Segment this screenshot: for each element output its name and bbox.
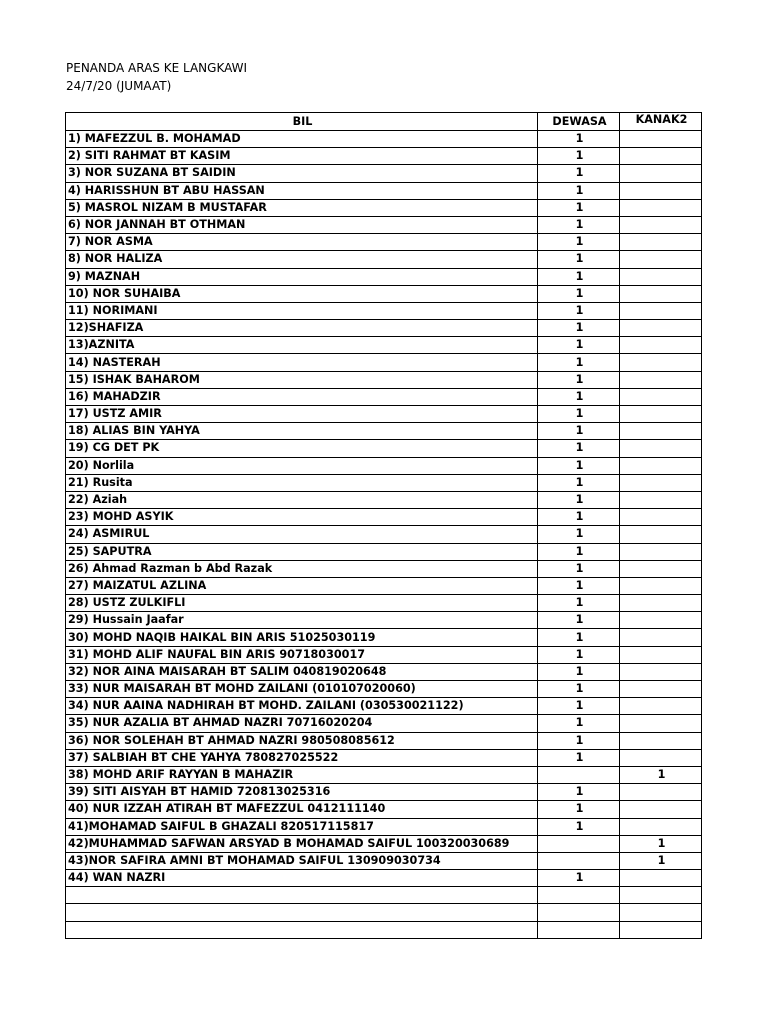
cell-dewasa: 1: [538, 354, 620, 371]
cell-name: 12)SHAFIZA: [66, 320, 538, 337]
cell-name: 40) NUR IZZAH ATIRAH BT MAFEZZUL 0412111140: [66, 801, 538, 818]
table-row: [66, 766, 702, 783]
cell-name: 44) WAN NAZRI: [66, 870, 538, 887]
table-row: [66, 698, 702, 715]
cell-name: 15) ISHAK BAHAROM: [66, 371, 538, 388]
cell-dewasa: 1: [538, 337, 620, 354]
table-row: [66, 406, 702, 423]
cell-kanak: [620, 148, 702, 165]
cell-dewasa: 1: [538, 491, 620, 508]
cell-kanak: [620, 577, 702, 594]
cell-name: 30) MOHD NAQIB HAIKAL BIN ARIS 51025030119: [66, 629, 538, 646]
cell-kanak: [620, 440, 702, 457]
cell-name: 31) MOHD ALIF NAUFAL BIN ARIS 90718030017: [66, 646, 538, 663]
cell-kanak: [620, 182, 702, 199]
cell-kanak: [620, 681, 702, 698]
table-row: [66, 921, 702, 938]
cell-kanak: [620, 285, 702, 302]
cell-name: 14) NASTERAH: [66, 354, 538, 371]
cell-kanak: [620, 165, 702, 182]
cell-kanak: [620, 921, 702, 938]
cell-dewasa: [538, 852, 620, 869]
cell-kanak: 1: [620, 852, 702, 869]
cell-dewasa: 1: [538, 509, 620, 526]
cell-dewasa: 1: [538, 629, 620, 646]
cell-dewasa: 1: [538, 440, 620, 457]
cell-dewasa: 1: [538, 560, 620, 577]
cell-kanak: [620, 904, 702, 921]
cell-kanak: [620, 474, 702, 491]
cell-kanak: [620, 131, 702, 148]
table-row: [66, 852, 702, 869]
cell-dewasa: 1: [538, 234, 620, 251]
cell-dewasa: 1: [538, 148, 620, 165]
cell-dewasa: 1: [538, 663, 620, 680]
cell-name: 10) NOR SUHAIBA: [66, 285, 538, 302]
cell-dewasa: 1: [538, 320, 620, 337]
cell-name: 19) CG DET PK: [66, 440, 538, 457]
cell-name: 29) Hussain Jaafar: [66, 612, 538, 629]
cell-dewasa: 1: [538, 681, 620, 698]
cell-name: 3) NOR SUZANA BT SAIDIN: [66, 165, 538, 182]
cell-kanak: [620, 646, 702, 663]
cell-name: 26) Ahmad Razman b Abd Razak: [66, 560, 538, 577]
table-row: [66, 526, 702, 543]
cell-dewasa: 1: [538, 182, 620, 199]
table-row: [66, 509, 702, 526]
table-row: [66, 887, 702, 904]
cell-kanak: [620, 715, 702, 732]
cell-dewasa: 1: [538, 216, 620, 233]
cell-dewasa: 1: [538, 715, 620, 732]
cell-name: [66, 887, 538, 904]
attendance-table: [65, 112, 702, 939]
table-row: [66, 131, 702, 148]
table-row: [66, 474, 702, 491]
cell-name: [66, 921, 538, 938]
cell-dewasa: 1: [538, 526, 620, 543]
cell-kanak: [620, 887, 702, 904]
cell-dewasa: 1: [538, 870, 620, 887]
cell-name: 17) USTZ AMIR: [66, 406, 538, 423]
cell-name: 4) HARISSHUN BT ABU HASSAN: [66, 182, 538, 199]
cell-name: 7) NOR ASMA: [66, 234, 538, 251]
cell-name: 33) NUR MAISARAH BT MOHD ZAILANI (010107020060): [66, 681, 538, 698]
cell-name: 18) ALIAS BIN YAHYA: [66, 423, 538, 440]
table-row: [66, 732, 702, 749]
table-row: [66, 182, 702, 199]
cell-dewasa: 1: [538, 457, 620, 474]
cell-dewasa: 1: [538, 371, 620, 388]
table-row: [66, 818, 702, 835]
cell-name: 38) MOHD ARIF RAYYAN B MAHAZIR: [66, 766, 538, 783]
table-row: [66, 560, 702, 577]
cell-dewasa: 1: [538, 268, 620, 285]
table-row: [66, 251, 702, 268]
cell-name: 8) NOR HALIZA: [66, 251, 538, 268]
cell-dewasa: 1: [538, 818, 620, 835]
cell-dewasa: [538, 887, 620, 904]
table-body: [66, 131, 702, 939]
cell-kanak: 1: [620, 766, 702, 783]
table-row: [66, 457, 702, 474]
cell-name: 2) SITI RAHMAT BT KASIM: [66, 148, 538, 165]
table-row: [66, 423, 702, 440]
cell-kanak: [620, 234, 702, 251]
table-row: [66, 646, 702, 663]
table-row: [66, 870, 702, 887]
cell-dewasa: [538, 835, 620, 852]
cell-dewasa: 1: [538, 251, 620, 268]
cell-name: 42)MUHAMMAD SAFWAN ARSYAD B MOHAMAD SAIFUL 100320030689: [66, 835, 538, 852]
cell-name: 5) MASROL NIZAM B MUSTAFAR: [66, 199, 538, 216]
cell-kanak: [620, 749, 702, 766]
cell-kanak: [620, 354, 702, 371]
cell-dewasa: 1: [538, 577, 620, 594]
cell-kanak: [620, 320, 702, 337]
cell-dewasa: 1: [538, 784, 620, 801]
cell-name: 16) MAHADZIR: [66, 388, 538, 405]
cell-name: 34) NUR AAINA NADHIRAH BT MOHD. ZAILANI (030530021122): [66, 698, 538, 715]
cell-kanak: [620, 784, 702, 801]
cell-name: [66, 904, 538, 921]
table-row: [66, 268, 702, 285]
cell-kanak: [620, 509, 702, 526]
table-row: [66, 440, 702, 457]
cell-dewasa: 1: [538, 406, 620, 423]
cell-dewasa: 1: [538, 698, 620, 715]
column-header-kanak: KANAK2: [620, 113, 702, 131]
cell-name: 13)AZNITA: [66, 337, 538, 354]
cell-kanak: [620, 302, 702, 319]
table-header-row: [66, 113, 702, 131]
cell-kanak: [620, 732, 702, 749]
cell-kanak: [620, 216, 702, 233]
cell-name: 9) MAZNAH: [66, 268, 538, 285]
cell-kanak: [620, 457, 702, 474]
cell-dewasa: 1: [538, 423, 620, 440]
cell-kanak: 1: [620, 835, 702, 852]
cell-kanak: [620, 491, 702, 508]
cell-name: 25) SAPUTRA: [66, 543, 538, 560]
cell-name: 6) NOR JANNAH BT OTHMAN: [66, 216, 538, 233]
table-row: [66, 612, 702, 629]
cell-name: 35) NUR AZALIA BT AHMAD NAZRI 70716020204: [66, 715, 538, 732]
cell-kanak: [620, 818, 702, 835]
cell-name: 36) NOR SOLEHAH BT AHMAD NAZRI 980508085612: [66, 732, 538, 749]
cell-dewasa: 1: [538, 612, 620, 629]
cell-dewasa: [538, 766, 620, 783]
table-row: [66, 749, 702, 766]
table-row: [66, 337, 702, 354]
cell-kanak: [620, 268, 702, 285]
table-row: [66, 388, 702, 405]
document-title: PENANDA ARAS KE LANGKAWI: [66, 61, 248, 75]
table-row: [66, 595, 702, 612]
cell-dewasa: 1: [538, 302, 620, 319]
table-row: [66, 801, 702, 818]
cell-name: 27) MAIZATUL AZLINA: [66, 577, 538, 594]
cell-kanak: [620, 388, 702, 405]
cell-kanak: [620, 543, 702, 560]
table-row: [66, 320, 702, 337]
cell-dewasa: 1: [538, 474, 620, 491]
cell-dewasa: 1: [538, 285, 620, 302]
cell-kanak: [620, 663, 702, 680]
cell-dewasa: [538, 921, 620, 938]
cell-name: 43)NOR SAFIRA AMNI BT MOHAMAD SAIFUL 130909030734: [66, 852, 538, 869]
table-row: [66, 354, 702, 371]
cell-name: 1) MAFEZZUL B. MOHAMAD: [66, 131, 538, 148]
cell-kanak: [620, 612, 702, 629]
table-row: [66, 165, 702, 182]
table-row: [66, 148, 702, 165]
table-row: [66, 199, 702, 216]
cell-kanak: [620, 801, 702, 818]
cell-name: 20) Norlila: [66, 457, 538, 474]
cell-dewasa: 1: [538, 199, 620, 216]
table-row: [66, 629, 702, 646]
cell-name: 22) Aziah: [66, 491, 538, 508]
cell-name: 28) USTZ ZULKIFLI: [66, 595, 538, 612]
cell-name: 32) NOR AINA MAISARAH BT SALIM 040819020648: [66, 663, 538, 680]
cell-name: 23) MOHD ASYIK: [66, 509, 538, 526]
table-row: [66, 285, 702, 302]
cell-name: 24) ASMIRUL: [66, 526, 538, 543]
document-date: 24/7/20 (JUMAAT): [66, 79, 172, 93]
table-row: [66, 234, 702, 251]
table-row: [66, 577, 702, 594]
cell-name: 11) NORIMANI: [66, 302, 538, 319]
cell-dewasa: 1: [538, 749, 620, 766]
cell-dewasa: 1: [538, 732, 620, 749]
cell-dewasa: 1: [538, 595, 620, 612]
cell-dewasa: 1: [538, 388, 620, 405]
cell-dewasa: 1: [538, 646, 620, 663]
cell-kanak: [620, 698, 702, 715]
cell-kanak: [620, 337, 702, 354]
table-row: [66, 904, 702, 921]
cell-dewasa: 1: [538, 131, 620, 148]
table-row: [66, 543, 702, 560]
cell-kanak: [620, 406, 702, 423]
cell-name: 41)MOHAMAD SAIFUL B GHAZALI 820517115817: [66, 818, 538, 835]
cell-kanak: [620, 526, 702, 543]
cell-name: 39) SITI AISYAH BT HAMID 720813025316: [66, 784, 538, 801]
cell-kanak: [620, 560, 702, 577]
cell-kanak: [620, 595, 702, 612]
cell-dewasa: 1: [538, 165, 620, 182]
table-row: [66, 491, 702, 508]
cell-name: 37) SALBIAH BT CHE YAHYA 780827025522: [66, 749, 538, 766]
cell-kanak: [620, 371, 702, 388]
cell-kanak: [620, 629, 702, 646]
cell-dewasa: 1: [538, 543, 620, 560]
cell-kanak: [620, 251, 702, 268]
table-row: [66, 302, 702, 319]
cell-name: 21) Rusita: [66, 474, 538, 491]
table-row: [66, 835, 702, 852]
cell-dewasa: 1: [538, 801, 620, 818]
cell-dewasa: [538, 904, 620, 921]
column-header-dewasa: DEWASA: [538, 113, 620, 131]
cell-kanak: [620, 870, 702, 887]
table-row: [66, 681, 702, 698]
table-row: [66, 663, 702, 680]
column-header-bil: BIL: [66, 113, 538, 131]
cell-kanak: [620, 423, 702, 440]
cell-kanak: [620, 199, 702, 216]
table-row: [66, 216, 702, 233]
table-row: [66, 784, 702, 801]
table-row: [66, 715, 702, 732]
table-row: [66, 371, 702, 388]
